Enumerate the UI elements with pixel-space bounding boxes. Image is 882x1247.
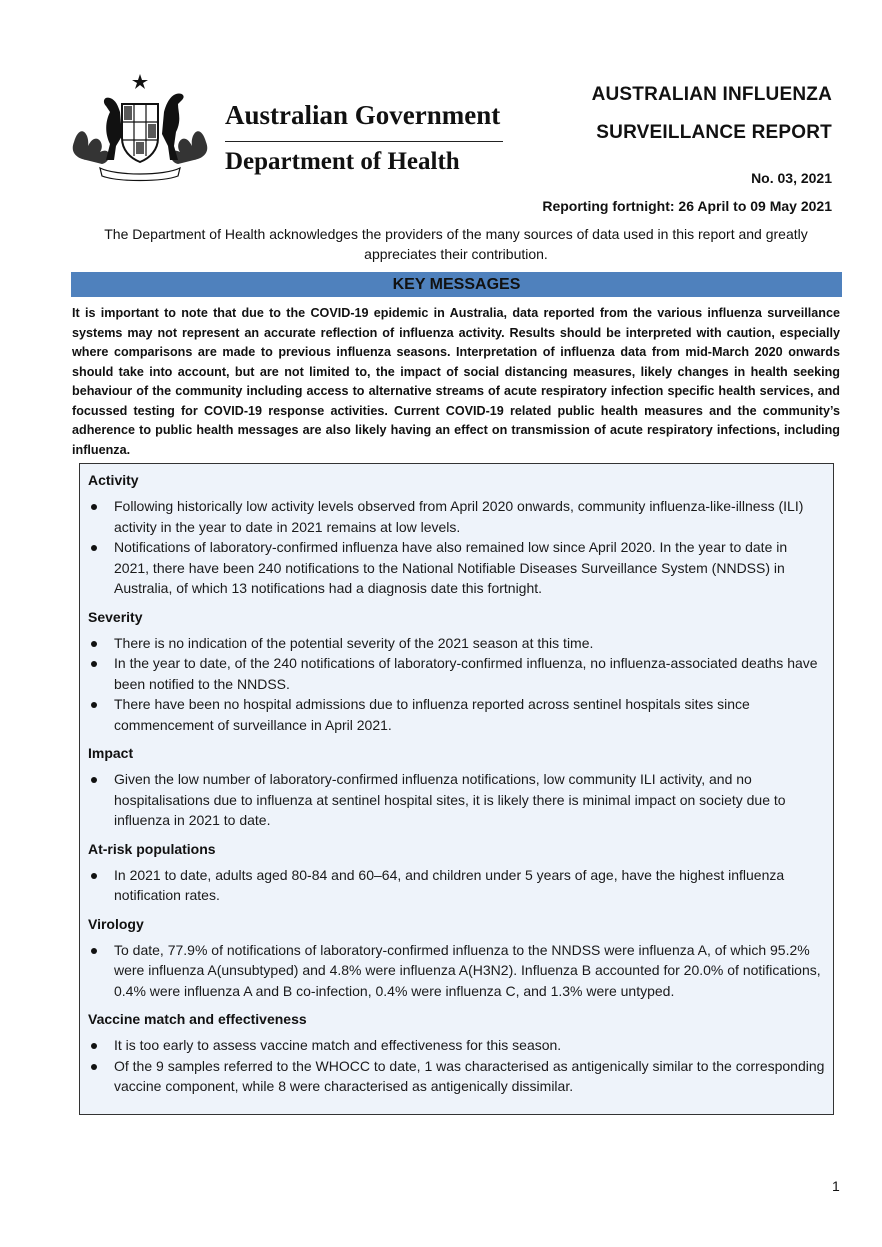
section-title-severity: Severity — [88, 608, 143, 625]
list-item: Notifications of laboratory-confirmed influenza have also remained low since April 2020. In the year to date in 2021, there have been 240 notifications to the National Notifiable Diseases Surveillance System (NNDSS) in Australia, of which 13 notifications had a diagnosis date this fortnight. — [88, 537, 825, 599]
at-risk-list — [88, 865, 825, 906]
acknowledgement: The Department of Health acknowledges the providers of the many sources of data used in this report and greatly appreciates their contribution. — [104, 226, 808, 262]
impact-list — [88, 769, 825, 831]
vaccine-list — [88, 1035, 825, 1097]
list-item: There is no indication of the potential severity of the 2021 season at this time. — [88, 633, 825, 654]
section-title-activity: Activity — [88, 472, 139, 488]
virology-list — [88, 940, 825, 1002]
section-title-virology: Virology — [88, 915, 144, 932]
summary-box — [79, 463, 834, 1115]
header-divider — [225, 141, 503, 142]
page-number: 1 — [832, 1178, 840, 1194]
list-item: Following historically low activity levels observed from April 2020 onwards, community influenza-like-illness (ILI) activity in the year to date in 2021 remains at low levels. — [88, 496, 825, 537]
report-title-line-1: AUSTRALIAN INFLUENZA — [591, 84, 832, 105]
report-title-line-2: SURVEILLANCE REPORT — [596, 122, 832, 143]
severity-list — [88, 633, 825, 736]
list-item: It is too early to assess vaccine match and effectiveness for this season. — [88, 1035, 825, 1056]
list-item: To date, 77.9% of notifications of laboratory-confirmed influenza to the NNDSS were influenza A, of which 95.2% were influenza A(unsubtyped) and 4.8% were influenza A(H3N2). Influenza B accounted for 20.0% of notifications, 0.4% were influenza A and B co-infection, 0.4% were influenza C, and 1.3% were untyped. — [88, 940, 825, 1002]
section-title-at-risk: At-risk populations — [88, 840, 216, 857]
list-item: Of the 9 samples referred to the WHOCC to date, 1 was characterised as antigenically similar to the corresponding vaccine component, while 8 were characterised as antigenically dissimilar. — [88, 1056, 825, 1097]
reporting-period: Reporting fortnight: 26 April to 09 May 2021 — [542, 198, 832, 214]
section-title-vaccine: Vaccine match and effectiveness — [88, 1011, 307, 1027]
report-number: No. 03, 2021 — [751, 170, 832, 186]
department-name: Department of Health — [225, 148, 460, 175]
key-messages-intro: It is important to note that due to the COVID-19 epidemic in Australia, data reported from the various influenza surveillance systems may not represent an accurate reflection of influenza activity. Results should be interpreted with caution, especially where comparisons are made to previous influenza seasons. Interpretation of influenza data from mid-March 2020 onwards should take into account, but are not limited to, the impact of social distancing measures, likely changes in health seeking behaviour of the community including access to alternative streams of acute respiratory infection specific health services, and focussed testing for COVID-19 response activities. Current COVID-19 related public health measures and the community’s adherence to public health messages are also likely having an effect on transmission of acute respiratory infections, including influenza. — [72, 306, 840, 457]
key-messages-heading: KEY MESSAGES — [71, 272, 842, 297]
government-name: Australian Government — [225, 100, 501, 130]
coat-of-arms-logo — [66, 72, 214, 184]
section-title-impact: Impact — [88, 745, 134, 761]
list-item: In 2021 to date, adults aged 80-84 and 60–64, and children under 5 years of age, have the highest influenza notification rates. — [88, 865, 825, 906]
list-item: In the year to date, of the 240 notifications of laboratory-confirmed influenza, no influenza-associated deaths have been notified to the NNDSS. — [88, 653, 825, 694]
list-item: Given the low number of laboratory-confirmed influenza notifications, low community ILI activity, and no hospitalisations due to influenza at sentinel hospital sites, it is likely there is minimal impact on society due to influenza in 2021 to date. — [88, 769, 825, 831]
list-item: There have been no hospital admissions due to influenza reported across sentinel hospitals sites since commencement of surveillance in April 2021. — [88, 694, 825, 735]
activity-list — [88, 496, 825, 599]
report-title — [592, 76, 832, 152]
